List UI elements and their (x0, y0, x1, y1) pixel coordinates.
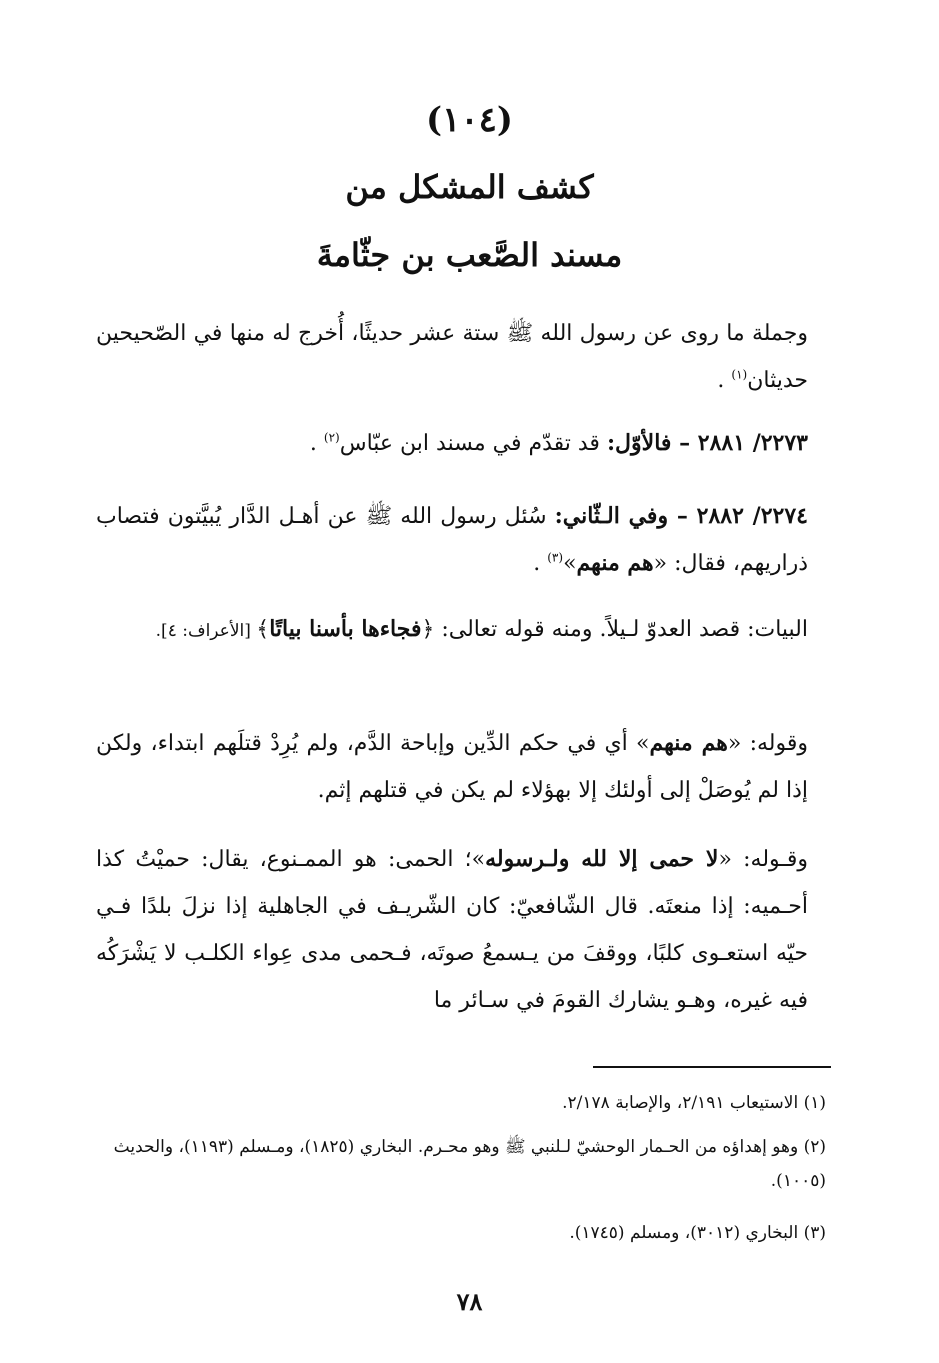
footnote-1: (١) الاستيعاب ٢/١٩١، والإصابة ٢/١٧٨. (562, 1093, 826, 1113)
intro-end: . (717, 368, 732, 393)
hadith-close-2: » (563, 551, 577, 576)
page-number: ٧٨ (456, 1287, 483, 1316)
footnote-ref-3[interactable]: (٣) (547, 550, 564, 565)
hadith-quote-2: هم منهم (576, 550, 654, 576)
hadith-text-1: قد تقدّم في مسند ابن عبّاس (339, 431, 607, 456)
commentary-quote-2: لا حمى إلا لله ولـرسوله (485, 846, 719, 872)
hadith-paragraph-1 (96, 420, 808, 467)
footnote-ref-1[interactable]: (١) (731, 367, 748, 382)
hadith-label-2: وفي الـثّاني: (554, 503, 669, 529)
commentary-text-2: »؛ الحمى: هو الممـنوع، يقال: حميْتُ كذا أحـميه: إذا منعتَه. قال الشّافعيّ: كان الشّريـف في الجاهلية إذا نزلَ بلدًا فـي حيّه استعـوى كلبًا، ووقفَ من يـسمعُ صوتَه، فـحمى مدى عِواء الكلـب لا يَشْرَكُه فيه غيره، وهـو يشارك القومَ في سـائر ما (96, 847, 808, 1013)
intro-paragraph (96, 310, 808, 404)
intro-text: وجملة ما روى عن رسول الله ﷺ ستة عشر حديثًا، أُخرج له منها في الصّحيحين حديثان (96, 321, 808, 393)
chapter-number: (١٠٤) (426, 100, 513, 140)
hadith-text-2: سُئل رسول الله ﷺ عن أهـل الدَّار يُبيَّتون فتصاب ذراريهم، فقال: « (96, 504, 808, 576)
footnote-3: (٣) البخاري (٣٠١٢)، ومسلم (١٧٤٥). (569, 1223, 826, 1243)
footnote-2: (٢) وهو إهداؤه من الحـمار الوحشيّ لـلنبي ﷺ وهو محـرم. البخاري (١٨٢٥)، ومـسلم (١١٩٣)، والحديث (١٠٠٥). (113, 1137, 826, 1191)
commentary-paragraph-2 (96, 836, 808, 1024)
bayat-text: البيات: قصد العدوّ لـيلاً. ومنه قوله تعالى: ﴿ (421, 617, 808, 642)
hadith-number-1: ٢٢٧٣/ ٢٨٨١ – (671, 430, 808, 456)
commentary-paragraph-1 (96, 720, 808, 814)
bayat-close: ﴾ (256, 617, 270, 642)
commentary-start-2: وقـوله: « (718, 847, 808, 872)
hadith-number-2: ٢٢٧٤/ ٢٨٨٢ – (668, 503, 808, 529)
quran-reference: [الأعراف: ٤]. (155, 621, 257, 641)
footnote-divider (593, 1066, 831, 1068)
bayat-paragraph (96, 606, 808, 653)
hadith-label-1: فالأوّل: (606, 430, 672, 456)
commentary-quote-1: هم منهم (649, 730, 728, 756)
hadith-paragraph-2 (96, 493, 808, 587)
hadith-end-2: . (533, 551, 548, 576)
commentary-text-1: » أي في حكم الدِّين وإباحة الدَّم، ولم يُرِدْ قتلَهم ابتداء، ولكن إذا لم يُوصَلْ إلى أولئك إلا بهؤلاء لم يكن في قتلهم إثم. (96, 731, 808, 803)
section-title: كشف المشكل من (345, 168, 594, 206)
hadith-end-1: . (309, 431, 324, 456)
footnote-ref-2[interactable]: (٢) (323, 430, 340, 445)
section-subtitle: مسند الصَّعب بن جثّامةَ (316, 236, 623, 274)
quran-verse: فجاءها بأسنا بياتًا (269, 616, 422, 642)
commentary-start-1: وقوله: « (727, 731, 809, 756)
